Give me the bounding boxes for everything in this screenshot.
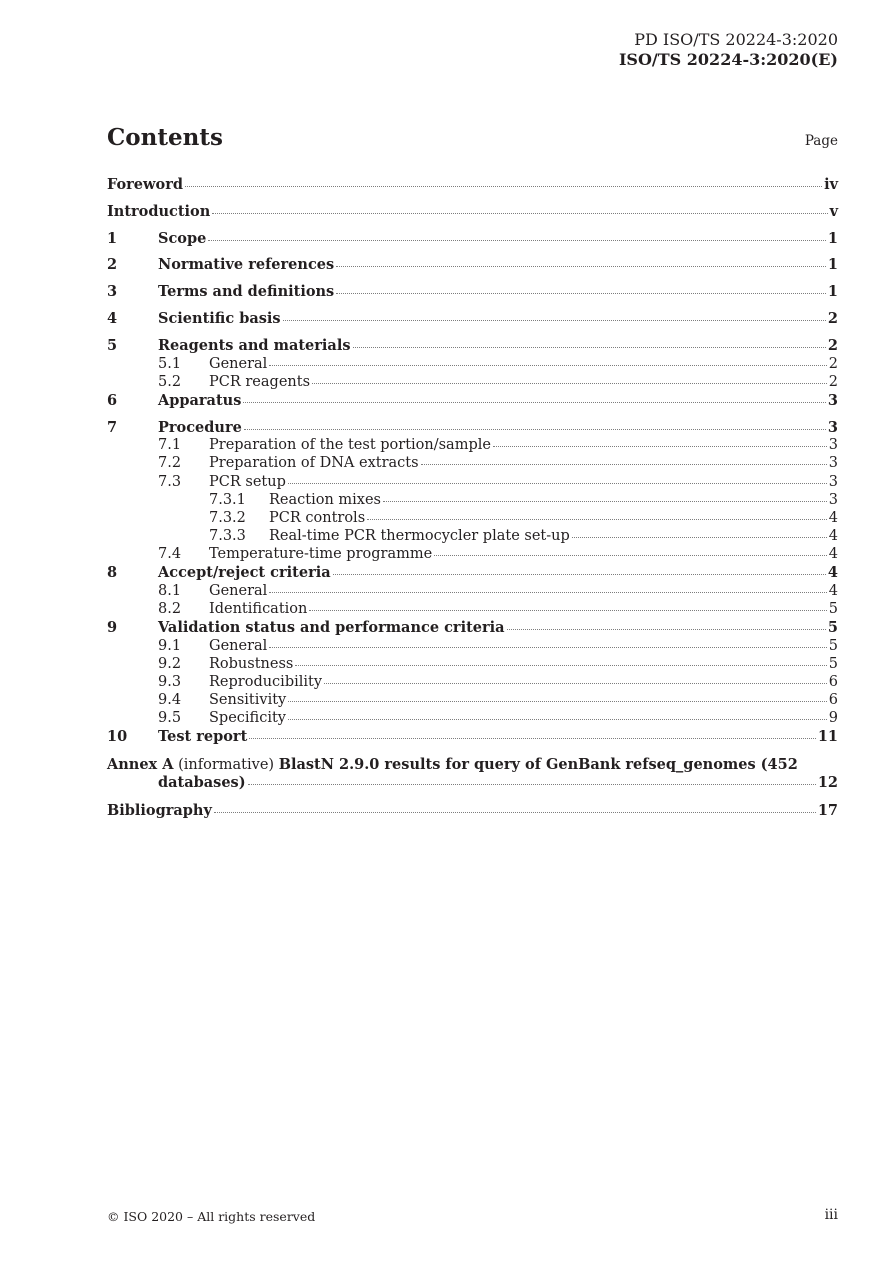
toc-entry-number: 4 [107,309,118,327]
toc-entry-page: 5 [828,637,838,654]
toc-entry[interactable] [107,691,838,709]
dot-leader [421,463,827,465]
toc-entry[interactable] [107,202,838,229]
toc-entry-number: 9.4 [158,692,182,709]
annex-prefix: Annex A [107,756,174,774]
toc-entry-number: 8.2 [158,600,182,617]
toc-entry[interactable] [107,545,838,563]
toc-entry-number: 7.3 [158,473,182,490]
toc-entry-label: Validation status and performance criteria [158,619,505,636]
toc-entry-label: Scientific basis [158,309,281,327]
dot-leader [572,536,827,538]
toc-entry-label: Accept/reject criteria [158,564,331,582]
toc-entry-label: Real-time PCR thermocycler plate set-up [269,527,570,544]
toc-entry-page: 9 [828,710,838,727]
toc-entry[interactable] [107,454,838,472]
toc-entry-page: 2 [827,309,838,327]
toc-entry-number: 5 [107,336,118,354]
toc-entry-page: 2 [827,336,838,354]
toc-entry-page: 2 [828,355,838,372]
contents-heading [107,124,838,156]
dot-leader [493,445,827,447]
toc-entry-page: 3 [827,391,838,409]
page-number: iii [824,1207,838,1223]
toc-entry-number: 7.3.1 [209,491,246,508]
toc-entry[interactable] [107,709,838,727]
dot-leader [434,554,827,556]
toc-entry-page: 3 [828,491,838,508]
toc-entry-label: Preparation of DNA extracts [209,455,419,472]
dot-leader [336,292,826,294]
toc-entry-label: Reaction mixes [269,491,381,508]
toc-entry-number: 9.3 [158,673,182,690]
toc-entry-page: 4 [828,527,838,544]
dot-leader [288,700,827,702]
toc-entry[interactable] [107,673,838,691]
toc-entry-page: 3 [828,473,838,490]
toc-entry-label: Temperature-time programme [209,545,433,562]
toc-entry-label: Scope [158,229,207,247]
toc-entry-page: 11 [817,728,838,746]
toc-entry-page: 1 [827,283,838,301]
header-pd-designation: PD ISO/TS 20224-3:2020 [634,30,838,49]
bibliography-page: 17 [817,802,838,820]
toc-entry[interactable] [107,373,838,391]
toc-entry[interactable] [107,309,838,336]
toc-entry-page: 1 [827,229,838,247]
toc-entry-number: 7.3.3 [209,527,246,544]
dot-leader [249,737,816,739]
copyright-notice: © ISO 2020 – All rights reserved [107,1209,316,1224]
dot-leader [507,628,826,630]
dot-leader [333,573,826,575]
toc-entry-number: 5.2 [158,373,182,390]
toc-entry-number: 8 [107,564,118,582]
toc-entry-number: 1 [107,229,118,247]
toc-entry-page: 6 [828,692,838,709]
toc-entry-page: 5 [828,600,838,617]
dot-leader [336,265,826,267]
toc-entry-label: Sensitivity [209,692,287,709]
toc-entry-number: 9 [107,619,118,636]
toc-entry-number: 7 [107,418,118,436]
toc-annex-entry[interactable] [107,756,838,801]
toc-entry-page: 4 [828,545,838,562]
toc-entry-page: 4 [828,582,838,599]
toc-entry-number: 10 [107,728,128,746]
toc-entry-page: 1 [827,256,838,274]
toc-entry-number: 3 [107,283,118,301]
toc-entry[interactable] [107,600,838,618]
dot-leader [367,518,827,520]
toc-entry[interactable] [107,491,838,509]
toc-entry[interactable] [107,355,838,373]
toc-entry-page: 5 [827,619,838,636]
toc-entry-label: General [209,637,268,654]
toc-entry-page: 3 [827,418,838,436]
page-title: Contents [107,124,223,151]
toc-entry-label: Robustness [209,655,294,672]
dot-leader [324,682,827,684]
toc-entry-label: Foreword [107,176,183,193]
dot-leader [269,646,826,648]
dot-leader [212,212,827,214]
dot-leader [288,718,827,720]
dot-leader [283,319,826,321]
dot-leader [288,482,827,484]
document-header [619,30,838,70]
toc-entry[interactable] [107,527,838,545]
toc-entry[interactable] [107,727,838,754]
toc-entry-page: 4 [828,509,838,526]
toc-entry-number: 9.1 [158,637,182,654]
annex-title-line1: BlastN 2.9.0 results for query of GenBank refseq_genomes (452 [278,756,798,774]
toc-entry-label: Terms and definitions [158,283,335,301]
toc-entry-label: Specificity [209,710,287,727]
toc-entry-label: Preparation of the test portion/sample [209,437,491,454]
toc-entry[interactable] [107,255,838,282]
toc-entry-number: 2 [107,256,118,274]
dot-leader [269,591,826,593]
toc-entry[interactable] [107,175,838,202]
annex-title-line2: databases) [158,774,246,792]
toc-entry-label: Normative references [158,256,335,274]
annex-kind: (informative) [178,757,275,774]
toc-entry-number: 8.1 [158,582,182,599]
dot-leader [309,609,826,611]
toc-entry-page: v [829,202,838,220]
toc-entry-label: Introduction [107,202,211,220]
toc-entry-label: General [209,355,268,372]
toc-entry-label: Identification [209,600,308,617]
dot-leader [244,428,826,430]
page-column-label: Page [804,133,838,149]
table-of-contents [107,175,838,828]
toc-entry-number: 6 [107,391,118,409]
toc-entry-label: Reagents and materials [158,336,351,354]
dot-leader [185,185,822,187]
page-footer [107,1207,838,1227]
dot-leader [295,664,826,666]
toc-entry-label: Reproducibility [209,673,323,690]
toc-entry[interactable] [107,582,838,600]
toc-entry-page: 3 [828,437,838,454]
toc-entry[interactable] [107,391,838,418]
toc-entry-number: 7.4 [158,545,182,562]
header-iso-designation: ISO/TS 20224-3:2020(E) [618,50,838,69]
dot-leader [214,811,816,813]
toc-entry-page: 5 [828,655,838,672]
dot-leader [312,382,827,384]
toc-entry[interactable] [107,229,838,256]
toc-entry-number: 7.3.2 [209,509,246,526]
toc-entry[interactable] [107,473,838,491]
annex-page: 12 [817,774,838,792]
toc-entry-number: 9.2 [158,655,182,672]
toc-entry[interactable] [107,637,838,655]
dot-leader [353,346,826,348]
dot-leader [243,401,826,403]
toc-entry-label: Apparatus [158,391,242,409]
dot-leader [269,364,826,366]
toc-entry-page: 6 [828,673,838,690]
toc-entry-number: 9.5 [158,710,182,727]
toc-entry-page: iv [824,176,838,193]
toc-entry-number: 5.1 [158,355,182,372]
toc-entry-page: 3 [828,455,838,472]
bibliography-label: Bibliography [107,802,212,820]
dot-leader [383,500,827,502]
dot-leader [248,784,816,785]
toc-entry-label: PCR setup [209,473,286,490]
toc-entry-number: 7.1 [158,437,182,454]
toc-entry-label: Procedure [158,418,242,436]
toc-entry-page: 2 [828,373,838,390]
toc-entry[interactable] [107,509,838,527]
dot-leader [208,239,826,241]
toc-entry-label: Test report [158,728,248,746]
toc-entry-page: 4 [827,564,838,582]
toc-entry[interactable] [107,655,838,673]
toc-bibliography-entry[interactable] [107,801,838,828]
toc-entry-number: 7.2 [158,455,182,472]
toc-entry-label: PCR controls [269,509,366,526]
toc-entry-label: General [209,582,268,599]
toc-entry[interactable] [107,282,838,309]
toc-entry[interactable] [107,436,838,454]
toc-entry-label: PCR reagents [209,373,311,390]
